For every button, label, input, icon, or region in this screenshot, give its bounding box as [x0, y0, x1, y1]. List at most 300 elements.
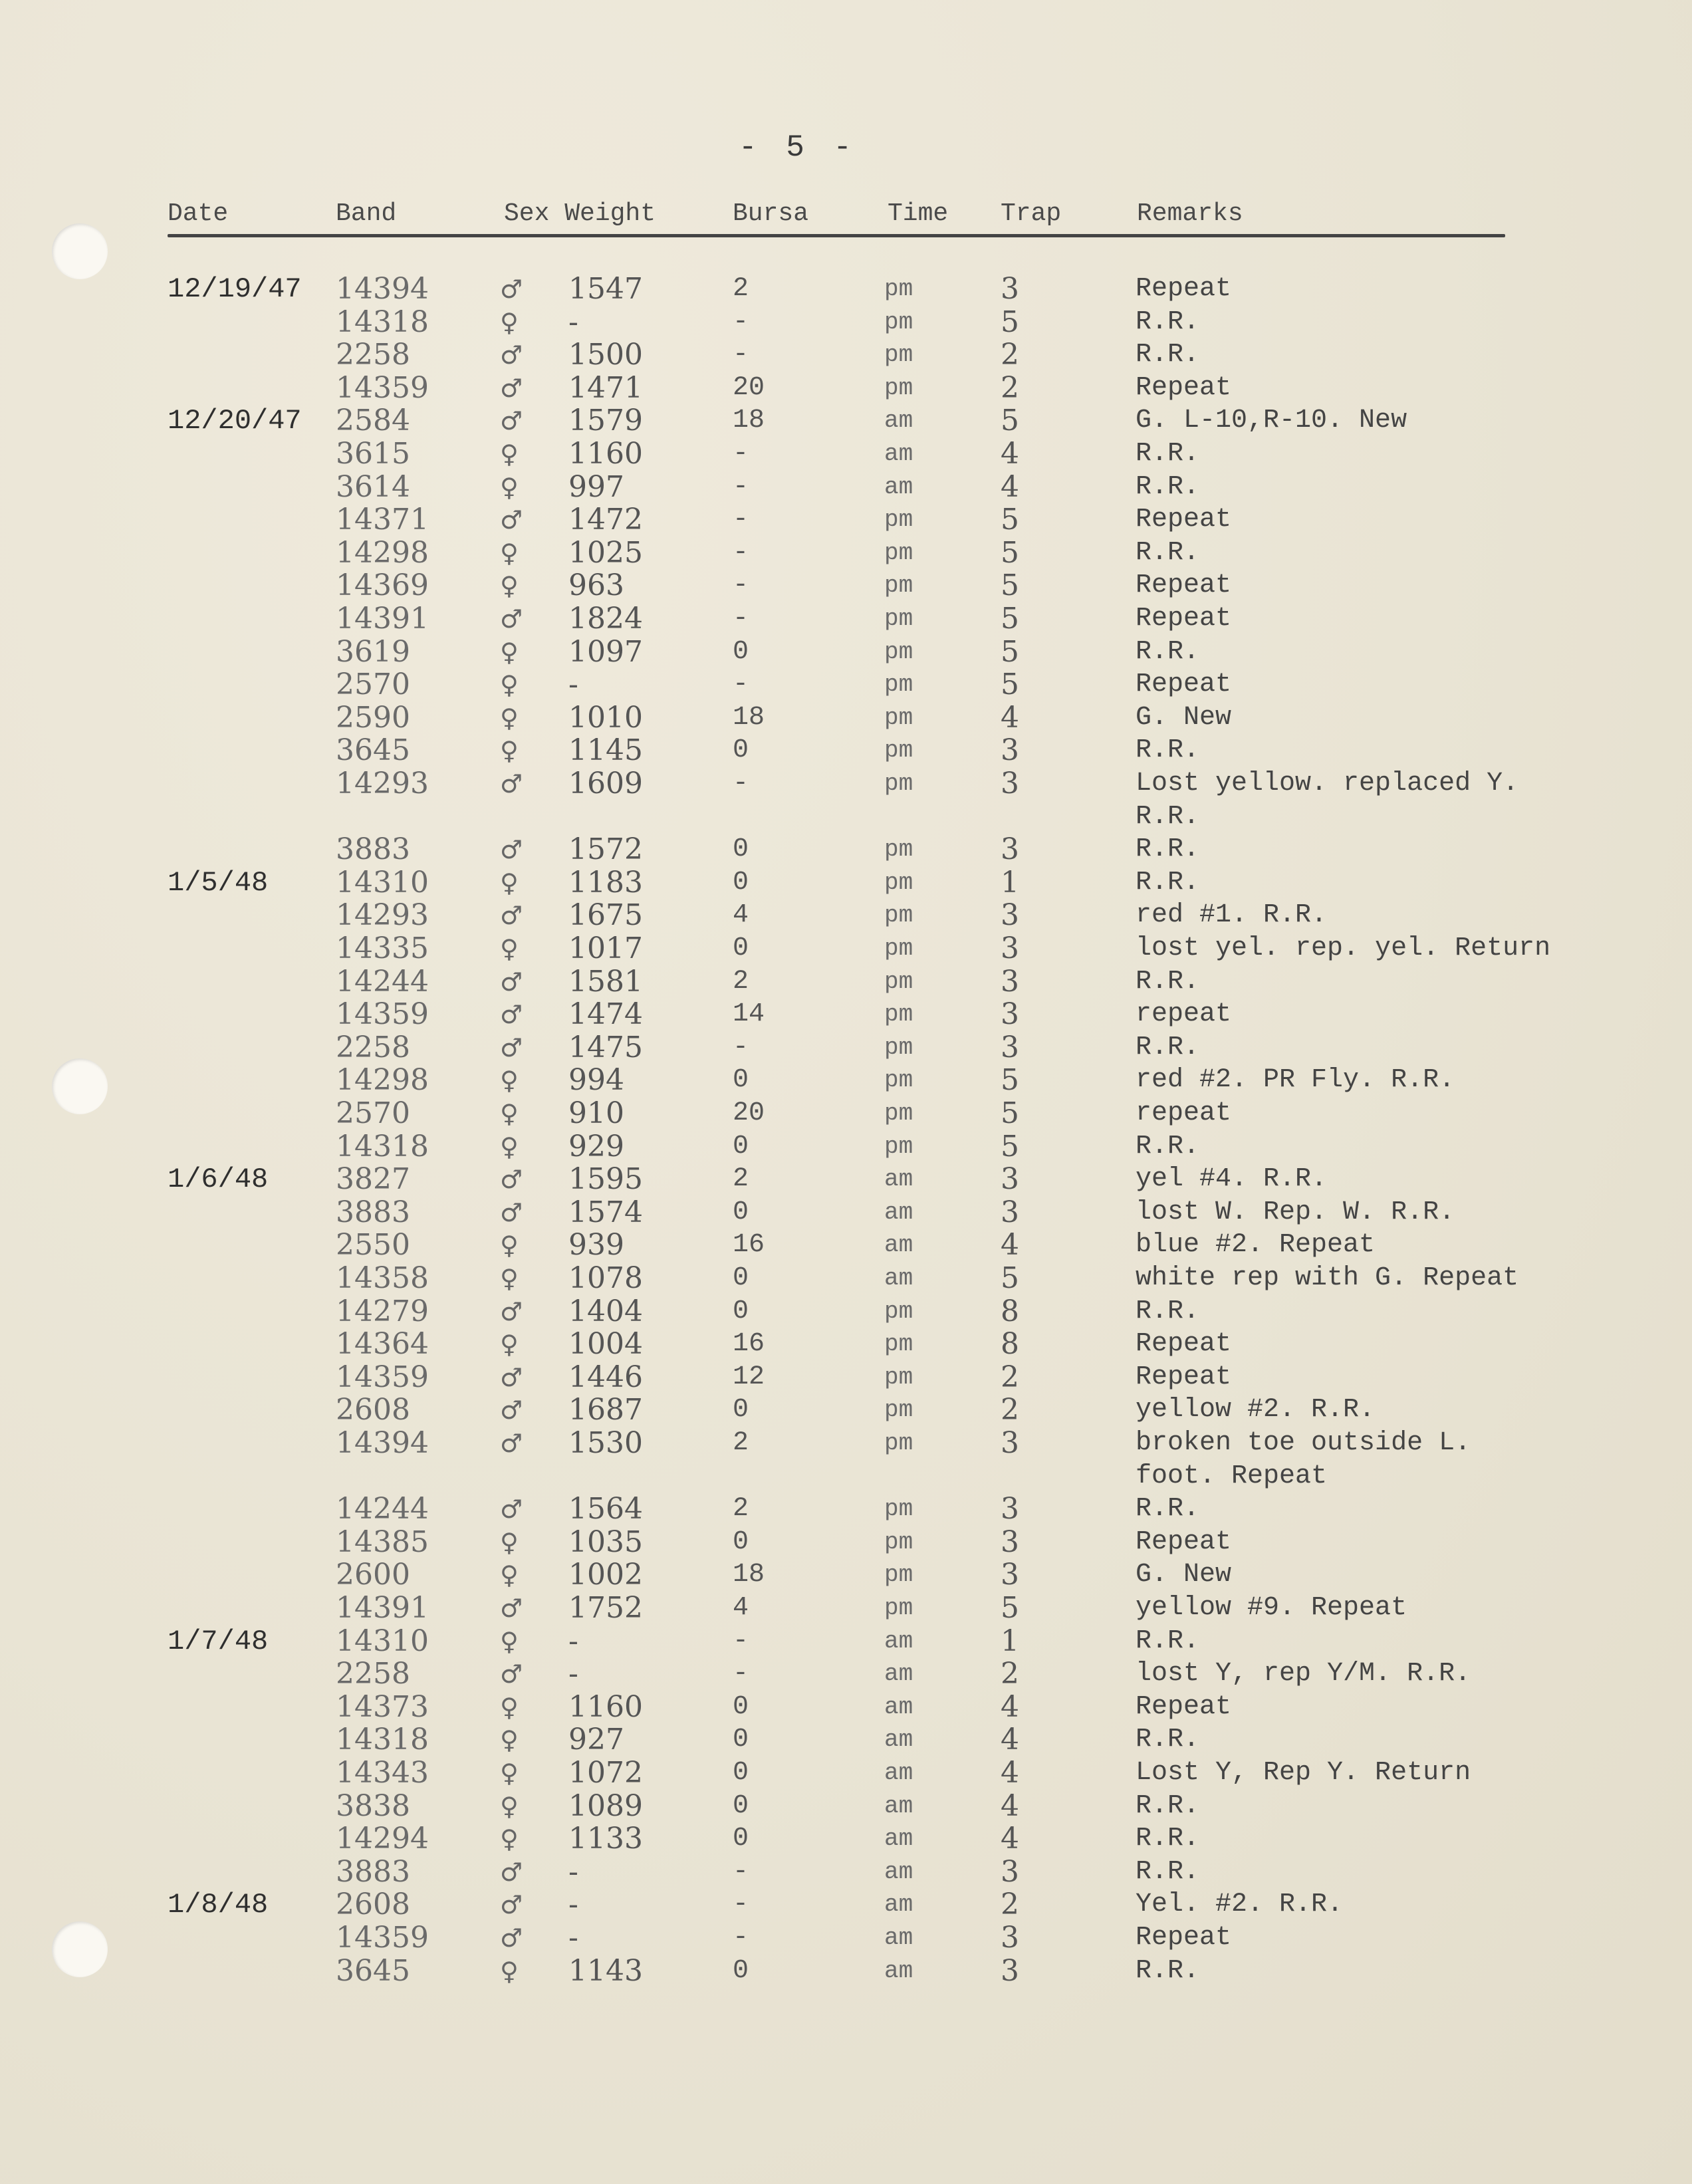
- cell-weight: 994: [568, 1063, 624, 1098]
- cell-sex: ♂: [500, 835, 523, 865]
- cell-weight: 1595: [568, 1162, 643, 1197]
- cell-sex: ♀: [500, 1791, 519, 1821]
- cell-trap: 4: [1001, 437, 1019, 471]
- cell-remarks: R.R.: [1136, 1296, 1200, 1326]
- cell-bursa: -: [733, 471, 749, 502]
- header-remarks: Remarks: [1137, 199, 1243, 228]
- cell-trap: 8: [1001, 1294, 1019, 1328]
- cell-band: 2600: [336, 1558, 410, 1592]
- cell-weight: 1675: [568, 898, 643, 933]
- cell-bursa: 4: [733, 1593, 749, 1623]
- cell-sex: ♀: [500, 571, 519, 601]
- cell-remarks: R.R.: [1136, 1032, 1200, 1062]
- cell-weight: 1530: [568, 1426, 643, 1460]
- cell-trap: 3: [1001, 1921, 1019, 1955]
- cell-band: 14318: [336, 1129, 429, 1163]
- table-row: [0, 833, 1692, 866]
- cell-band: 14359: [336, 1360, 429, 1394]
- cell-bursa: -: [733, 1626, 749, 1656]
- table-row: [0, 636, 1692, 669]
- cell-trap: 4: [1001, 700, 1019, 735]
- cell-trap: 5: [1001, 1261, 1019, 1295]
- cell-sex: ♀: [500, 1066, 519, 1096]
- cell-weight: 1824: [568, 602, 643, 636]
- cell-band: 14373: [336, 1689, 429, 1724]
- cell-bursa: 0: [733, 1725, 749, 1755]
- table-row: [0, 306, 1692, 339]
- cell-remarks: white rep with G. Repeat: [1136, 1263, 1519, 1293]
- cell-sex: ♂: [500, 1362, 523, 1392]
- cell-band: 3827: [336, 1162, 410, 1197]
- header-trap: Trap: [1001, 199, 1062, 228]
- cell-time: pm: [884, 836, 913, 864]
- cell-remarks: R.R.: [1136, 636, 1200, 667]
- cell-trap: 8: [1001, 1327, 1019, 1362]
- cell-bursa: 20: [733, 1098, 765, 1128]
- cell-time: pm: [884, 374, 913, 402]
- cell-trap: 2: [1001, 1360, 1019, 1394]
- cell-weight: 1010: [568, 700, 643, 735]
- cell-time: pm: [884, 506, 913, 534]
- cell-time: pm: [884, 1033, 913, 1061]
- cell-remarks: R.R.: [1136, 1856, 1200, 1887]
- cell-bursa: 0: [733, 636, 749, 667]
- cell-band: 3883: [336, 832, 410, 867]
- cell-time: pm: [884, 1297, 913, 1325]
- cell-sex: ♀: [500, 1560, 519, 1590]
- cell-band: 3614: [336, 469, 410, 504]
- cell-remarks: Repeat: [1136, 1329, 1232, 1360]
- cell-sex: ♀: [500, 703, 519, 733]
- cell-bursa: -: [733, 769, 749, 798]
- table-row: [0, 1262, 1692, 1295]
- cell-band: 14294: [336, 1822, 429, 1856]
- cell-sex: ♂: [500, 373, 523, 403]
- cell-time: am: [884, 1231, 913, 1259]
- table-row: [0, 1691, 1692, 1724]
- cell-remarks: Repeat: [1136, 372, 1232, 403]
- table-row: [0, 899, 1692, 932]
- cell-band: 3838: [336, 1788, 410, 1823]
- cell-sex: ♂: [500, 769, 523, 798]
- cell-sex: ♀: [500, 1824, 519, 1854]
- table-row: [0, 471, 1692, 504]
- cell-time: pm: [884, 1396, 913, 1424]
- cell-trap: 5: [1001, 634, 1019, 669]
- cell-trap: 3: [1001, 733, 1019, 768]
- cell-time: pm: [884, 902, 913, 929]
- cell-sex: ♀: [500, 637, 519, 667]
- cell-time: am: [884, 1165, 913, 1193]
- cell-trap: 3: [1001, 931, 1019, 965]
- cell-time: am: [884, 473, 913, 501]
- table-row: [0, 1592, 1692, 1625]
- cell-sex: ♀: [500, 1956, 519, 1986]
- cell-weight: 1002: [568, 1558, 643, 1592]
- cell-band: 14359: [336, 997, 429, 1032]
- cell-bursa: 18: [733, 406, 765, 436]
- cell-time: pm: [884, 1132, 913, 1160]
- cell-remarks: G. New: [1136, 1560, 1232, 1590]
- cell-trap: 4: [1001, 1723, 1019, 1757]
- cell-band: 2590: [336, 700, 410, 735]
- cell-remarks: R.R.: [1136, 471, 1200, 502]
- cell-band: 2258: [336, 1030, 410, 1064]
- table-row: [0, 1130, 1692, 1163]
- cell-band: 14244: [336, 964, 429, 999]
- cell-remarks: R.R.: [1136, 801, 1200, 832]
- cell-bursa: -: [733, 537, 749, 568]
- cell-bursa: 18: [733, 1560, 765, 1590]
- cell-weight: 929: [568, 1129, 624, 1163]
- cell-sex: ♀: [500, 670, 519, 700]
- cell-remarks: R.R.: [1136, 1955, 1200, 1986]
- table-row: [0, 1558, 1692, 1592]
- cell-band: 14244: [336, 1492, 429, 1526]
- cell-time: am: [884, 1693, 913, 1721]
- cell-time: am: [884, 1726, 913, 1754]
- cell-bursa: 0: [733, 1263, 749, 1293]
- cell-remarks: broken toe outside L.: [1136, 1428, 1471, 1458]
- cell-time: pm: [884, 737, 913, 765]
- table-row: [0, 668, 1692, 701]
- cell-weight: 1474: [568, 997, 643, 1032]
- cell-remarks: R.R.: [1136, 867, 1200, 898]
- cell-trap: 2: [1001, 1657, 1019, 1691]
- cell-bursa: 16: [733, 1230, 765, 1261]
- cell-bursa: -: [733, 340, 749, 370]
- cell-time: am: [884, 1660, 913, 1688]
- cell-date: 1/6/48: [168, 1163, 269, 1196]
- cell-remarks: lost W. Rep. W. R.R.: [1136, 1197, 1455, 1227]
- cell-remarks: Repeat: [1136, 570, 1232, 601]
- cell-trap: 5: [1001, 535, 1019, 570]
- cell-trap: 3: [1001, 767, 1019, 800]
- cell-bursa: 0: [733, 834, 749, 865]
- cell-time: am: [884, 1198, 913, 1226]
- cell-trap: 3: [1001, 1558, 1019, 1592]
- cell-bursa: 0: [733, 1065, 749, 1096]
- cell-band: 14394: [336, 1426, 429, 1460]
- cell-sex: ♂: [500, 1165, 523, 1195]
- cell-trap: 5: [1001, 404, 1019, 438]
- cell-sex: ♂: [500, 406, 523, 436]
- table-row: [0, 1361, 1692, 1394]
- cell-time: pm: [884, 1066, 913, 1094]
- cell-trap: 4: [1001, 1788, 1019, 1823]
- cell-band: 14364: [336, 1327, 429, 1362]
- cell-time: pm: [884, 671, 913, 699]
- table-row: [0, 537, 1692, 570]
- cell-band: 2608: [336, 1393, 410, 1427]
- cell-weight: -: [568, 1921, 578, 1955]
- cell-band: 3883: [336, 1195, 410, 1229]
- cell-remarks: R.R.: [1136, 1824, 1200, 1854]
- table-row: [0, 503, 1692, 537]
- cell-remarks: R.R.: [1136, 966, 1200, 997]
- table-row: [0, 372, 1692, 405]
- cell-sex: ♂: [500, 1296, 523, 1326]
- cell-sex: ♀: [500, 1099, 519, 1128]
- cell-remarks: R.R.: [1136, 1790, 1200, 1821]
- cell-remarks: R.R.: [1136, 340, 1200, 370]
- cell-trap: 5: [1001, 667, 1019, 702]
- cell-remarks: Lost yellow. replaced Y.: [1136, 769, 1519, 798]
- cell-weight: 1687: [568, 1393, 643, 1427]
- cell-band: 14298: [336, 1063, 429, 1098]
- cell-weight: 910: [568, 1096, 624, 1130]
- cell-weight: 1547: [568, 272, 643, 306]
- cell-sex: ♂: [500, 1032, 523, 1062]
- cell-time: pm: [884, 341, 913, 369]
- cell-remarks: Repeat: [1136, 274, 1232, 304]
- cell-remarks: R.R.: [1136, 1494, 1200, 1524]
- table-row: [0, 1163, 1692, 1196]
- cell-date: 1/5/48: [168, 866, 269, 899]
- cell-remarks: repeat: [1136, 1098, 1232, 1128]
- cell-remarks: R.R.: [1136, 1131, 1200, 1161]
- cell-sex: ♀: [500, 868, 519, 898]
- cell-sex: ♂: [500, 604, 523, 634]
- table-row: [0, 404, 1692, 437]
- cell-band: 14358: [336, 1261, 429, 1295]
- cell-band: 3645: [336, 1953, 410, 1988]
- cell-weight: 1072: [568, 1756, 643, 1790]
- cell-sex: ♀: [500, 736, 519, 766]
- cell-weight: 1446: [568, 1360, 643, 1394]
- cell-sex: ♀: [500, 1231, 519, 1261]
- cell-trap: 5: [1001, 1591, 1019, 1625]
- cell-time: am: [884, 1957, 913, 1985]
- cell-remarks: red #2. PR Fly. R.R.: [1136, 1065, 1455, 1096]
- cell-trap: 3: [1001, 1030, 1019, 1064]
- cell-band: 14335: [336, 931, 429, 965]
- cell-trap: 3: [1001, 1524, 1019, 1559]
- cell-band: 14391: [336, 602, 429, 636]
- cell-remarks: blue #2. Repeat: [1136, 1230, 1376, 1261]
- cell-remarks: Repeat: [1136, 1691, 1232, 1722]
- cell-sex: ♂: [500, 1395, 523, 1425]
- cell-remarks: lost Y, rep Y/M. R.R.: [1136, 1659, 1471, 1689]
- cell-bursa: -: [733, 1032, 749, 1062]
- cell-bursa: 2: [733, 1494, 749, 1524]
- header-time: Time: [888, 199, 949, 228]
- table-row: [0, 1526, 1692, 1559]
- table-row: [0, 1229, 1692, 1262]
- cell-weight: 1472: [568, 503, 643, 537]
- cell-bursa: 0: [733, 735, 749, 766]
- cell-band: 3645: [336, 733, 410, 768]
- table-row: [0, 932, 1692, 965]
- cell-remarks: lost yel. rep. yel. Return: [1136, 933, 1551, 963]
- cell-bursa: 0: [733, 1790, 749, 1821]
- cell-remarks: Repeat: [1136, 505, 1232, 535]
- cell-remarks: yellow #2. R.R.: [1136, 1395, 1376, 1425]
- cell-weight: 1471: [568, 370, 643, 405]
- cell-weight: 1035: [568, 1524, 643, 1559]
- cell-trap: 5: [1001, 1063, 1019, 1098]
- table-row: [0, 1427, 1692, 1460]
- table-row: [0, 273, 1692, 306]
- cell-time: pm: [884, 572, 913, 600]
- cell-band: 2550: [336, 1228, 410, 1263]
- cell-trap: 2: [1001, 1887, 1019, 1922]
- header-bursa: Bursa: [733, 199, 809, 228]
- cell-bursa: 0: [733, 1824, 749, 1854]
- cell-trap: 3: [1001, 1492, 1019, 1526]
- cell-bursa: 0: [733, 933, 749, 963]
- cell-sex: ♀: [500, 1759, 519, 1788]
- cell-band: 14369: [336, 568, 429, 603]
- cell-bursa: 2: [733, 966, 749, 997]
- cell-trap: 4: [1001, 1228, 1019, 1263]
- cell-trap: 2: [1001, 338, 1019, 372]
- cell-trap: 3: [1001, 1426, 1019, 1460]
- cell-time: pm: [884, 935, 913, 962]
- cell-weight: 1752: [568, 1591, 643, 1625]
- cell-weight: 1089: [568, 1788, 643, 1823]
- cell-weight: 1404: [568, 1294, 643, 1328]
- cell-sex: ♀: [500, 1132, 519, 1161]
- cell-remarks: yel #4. R.R.: [1136, 1164, 1328, 1195]
- cell-weight: 1133: [568, 1822, 643, 1856]
- cell-weight: -: [568, 1854, 578, 1889]
- cell-remarks: Lost Y, Rep Y. Return: [1136, 1758, 1471, 1788]
- cell-trap: 5: [1001, 1129, 1019, 1163]
- cell-bursa: 0: [733, 1526, 749, 1557]
- table-row: [0, 1328, 1692, 1361]
- cell-weight: 1160: [568, 437, 643, 471]
- cell-trap: 4: [1001, 1689, 1019, 1724]
- table-row: [0, 569, 1692, 602]
- table-row: [0, 1196, 1692, 1229]
- table-row: [0, 866, 1692, 900]
- cell-trap: 5: [1001, 503, 1019, 537]
- cell-bursa: 0: [733, 1691, 749, 1722]
- table-row: [0, 1493, 1692, 1526]
- cell-time: am: [884, 1858, 913, 1885]
- cell-time: pm: [884, 308, 913, 336]
- cell-remarks: R.R.: [1136, 1626, 1200, 1656]
- cell-band: 14298: [336, 535, 429, 570]
- cell-weight: 939: [568, 1228, 624, 1263]
- cell-band: 2570: [336, 1096, 410, 1130]
- table-row: [0, 1921, 1692, 1955]
- cell-bursa: -: [733, 604, 749, 634]
- header-sex-weight: Sex Weight: [504, 199, 656, 228]
- cell-trap: 2: [1001, 370, 1019, 405]
- cell-sex: ♂: [500, 1000, 523, 1030]
- cell-sex: ♀: [500, 1264, 519, 1293]
- cell-date: 12/20/47: [168, 405, 302, 437]
- cell-trap: 4: [1001, 1756, 1019, 1790]
- cell-band: 14385: [336, 1524, 429, 1559]
- cell-weight: 1572: [568, 832, 643, 867]
- cell-trap: 1: [1001, 865, 1019, 900]
- cell-trap: 3: [1001, 997, 1019, 1032]
- cell-sex: ♂: [500, 1594, 523, 1623]
- cell-weight: -: [568, 304, 578, 339]
- cell-time: pm: [884, 703, 913, 731]
- cell-band: 14359: [336, 1921, 429, 1955]
- cell-sex: ♀: [500, 1330, 519, 1360]
- cell-band: 14343: [336, 1756, 429, 1790]
- table-row: [0, 338, 1692, 372]
- cell-trap: 3: [1001, 1195, 1019, 1229]
- cell-weight: 1183: [568, 865, 643, 900]
- cell-time: pm: [884, 1100, 913, 1127]
- cell-weight: 1160: [568, 1689, 643, 1724]
- table-row: [0, 1757, 1692, 1790]
- cell-band: 14318: [336, 1723, 429, 1757]
- cell-time: am: [884, 1792, 913, 1820]
- cell-bursa: 2: [733, 274, 749, 304]
- cell-sex: ♂: [500, 1890, 523, 1920]
- cell-band: 3615: [336, 437, 410, 471]
- cell-time: pm: [884, 967, 913, 995]
- cell-band: 14318: [336, 304, 429, 339]
- cell-band: 14293: [336, 898, 429, 933]
- header-date: Date: [168, 199, 229, 228]
- cell-remarks: Repeat: [1136, 1923, 1232, 1953]
- cell-trap: 1: [1001, 1624, 1019, 1658]
- cell-band: 14310: [336, 1624, 429, 1658]
- table-row: [0, 437, 1692, 471]
- table-row: [0, 1822, 1692, 1856]
- table-row: [0, 701, 1692, 735]
- table-row: [0, 998, 1692, 1031]
- cell-bursa: 20: [733, 372, 765, 403]
- table-row: [0, 800, 1692, 834]
- cell-time: pm: [884, 638, 913, 666]
- cell-time: pm: [884, 770, 913, 797]
- cell-weight: 1078: [568, 1261, 643, 1295]
- cell-sex: ♀: [500, 439, 519, 469]
- cell-time: am: [884, 1891, 913, 1919]
- cell-time: pm: [884, 605, 913, 632]
- cell-band: 3883: [336, 1854, 410, 1889]
- cell-sex: ♀: [500, 307, 519, 337]
- cell-band: 2570: [336, 667, 410, 702]
- cell-time: pm: [884, 1429, 913, 1457]
- cell-remarks: Yel. #2. R.R.: [1136, 1889, 1344, 1920]
- cell-weight: 1025: [568, 535, 643, 570]
- cell-trap: 3: [1001, 1953, 1019, 1988]
- cell-time: pm: [884, 1330, 913, 1358]
- table-row: [0, 965, 1692, 999]
- cell-trap: 3: [1001, 1854, 1019, 1889]
- page-number: - 5 -: [738, 130, 858, 165]
- cell-time: am: [884, 1825, 913, 1853]
- cell-remarks: Repeat: [1136, 669, 1232, 700]
- cell-band: 14391: [336, 1591, 429, 1625]
- cell-bursa: -: [733, 1889, 749, 1920]
- table-row: [0, 602, 1692, 636]
- cell-band: 2258: [336, 1657, 410, 1691]
- cell-sex: ♂: [500, 967, 523, 997]
- cell-bursa: 16: [733, 1329, 765, 1360]
- cell-remarks: R.R.: [1136, 306, 1200, 337]
- cell-time: am: [884, 1265, 913, 1292]
- cell-sex: ♂: [500, 275, 523, 304]
- cell-sex: ♀: [500, 538, 519, 568]
- cell-bursa: -: [733, 1856, 749, 1887]
- cell-weight: 1609: [568, 767, 643, 800]
- cell-time: pm: [884, 868, 913, 896]
- table-row: [0, 1657, 1692, 1691]
- cell-remarks: R.R.: [1136, 1725, 1200, 1755]
- cell-bursa: -: [733, 1659, 749, 1689]
